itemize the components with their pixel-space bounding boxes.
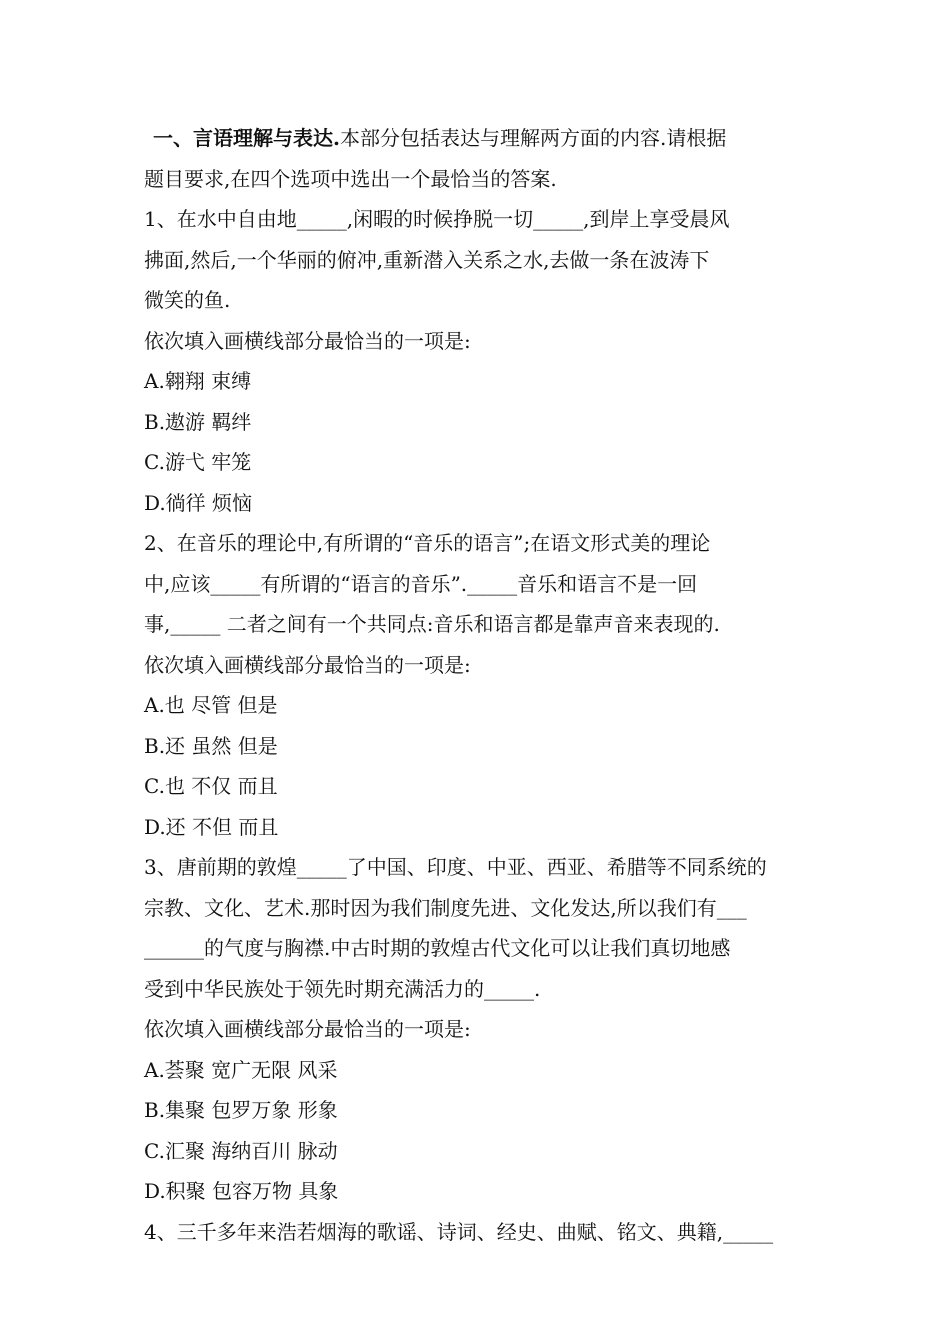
- q2-option-a: A.也 尽管 但是: [144, 693, 278, 717]
- q1-line-1: 1、在水中自由地_____,闲暇的时候挣脱一切_____,到岸上享受晨风: [144, 207, 730, 231]
- q3-line-1: 3、唐前期的敦煌_____了中国、印度、中亚、西亚、希腊等不同系统的: [144, 855, 767, 879]
- q1-option-c: C.游弋 牢笼: [144, 450, 252, 474]
- q3-option-a: A.荟聚 宽广无限 风采: [144, 1057, 338, 1082]
- q2-prompt: 依次填入画横线部分最恰当的一项是:: [144, 652, 471, 677]
- section-heading-text: 本部分包括表达与理解两方面的内容.请根据: [339, 126, 727, 150]
- q2-option-b: B.还 虽然 但是: [144, 733, 278, 758]
- q1-line-2: 拂面,然后,一个华丽的俯冲,重新潜入关系之水,去做一条在波涛下: [144, 247, 710, 272]
- q2-line-1: 2、在音乐的理论中,有所谓的“音乐的语言”;在语文形式美的理论: [144, 531, 711, 555]
- q3-option-b: B.集聚 包罗万象 形象: [144, 1098, 338, 1122]
- q1-option-a: A.翱翔 束缚: [144, 369, 252, 393]
- q3-option-c: C.汇聚 海纳百川 脉动: [144, 1138, 338, 1163]
- section-heading: [144, 118, 809, 159]
- q4-line-1: 4、三千多年来浩若烟海的歌谣、诗词、经史、曲赋、铭文、典籍,_____: [144, 1219, 774, 1244]
- q1-option-b: B.遨游 羁绊: [144, 409, 252, 434]
- q3-line-3: ______的气度与胸襟.中古时期的敦煌古代文化可以让我们真切地感: [144, 936, 731, 960]
- q2-line-2: 中,应该_____有所谓的“语言的音乐”._____音乐和语言不是一回: [144, 571, 698, 596]
- q3-prompt: 依次填入画横线部分最恰当的一项是:: [144, 1017, 471, 1041]
- q3-option-d: D.积聚 包容万物 具象: [144, 1179, 339, 1203]
- q1-line-3: 微笑的鱼.: [144, 288, 231, 312]
- q2-option-d: D.还 不但 而且: [144, 814, 279, 839]
- q1-prompt: 依次填入画横线部分最恰当的一项是:: [144, 328, 471, 353]
- section-heading-bold: 一、言语理解与表达.: [153, 126, 340, 150]
- q1-option-d: D.徜徉 烦恼: [144, 490, 253, 515]
- q3-line-4: 受到中华民族处于领先时期充满活力的_____.: [144, 976, 541, 1001]
- section-heading-line2: 题目要求,在四个选项中选出一个最恰当的答案.: [144, 166, 557, 191]
- q3-line-2: 宗教、文化、艺术.那时因为我们制度先进、文化发达,所以我们有___: [144, 895, 747, 920]
- q2-line-3: 事,_____ 二者之间有一个共同点:音乐和语言都是靠声音来表现的.: [144, 612, 720, 636]
- document-body: [144, 118, 809, 1252]
- q2-option-c: C.也 不仅 而且: [144, 774, 278, 798]
